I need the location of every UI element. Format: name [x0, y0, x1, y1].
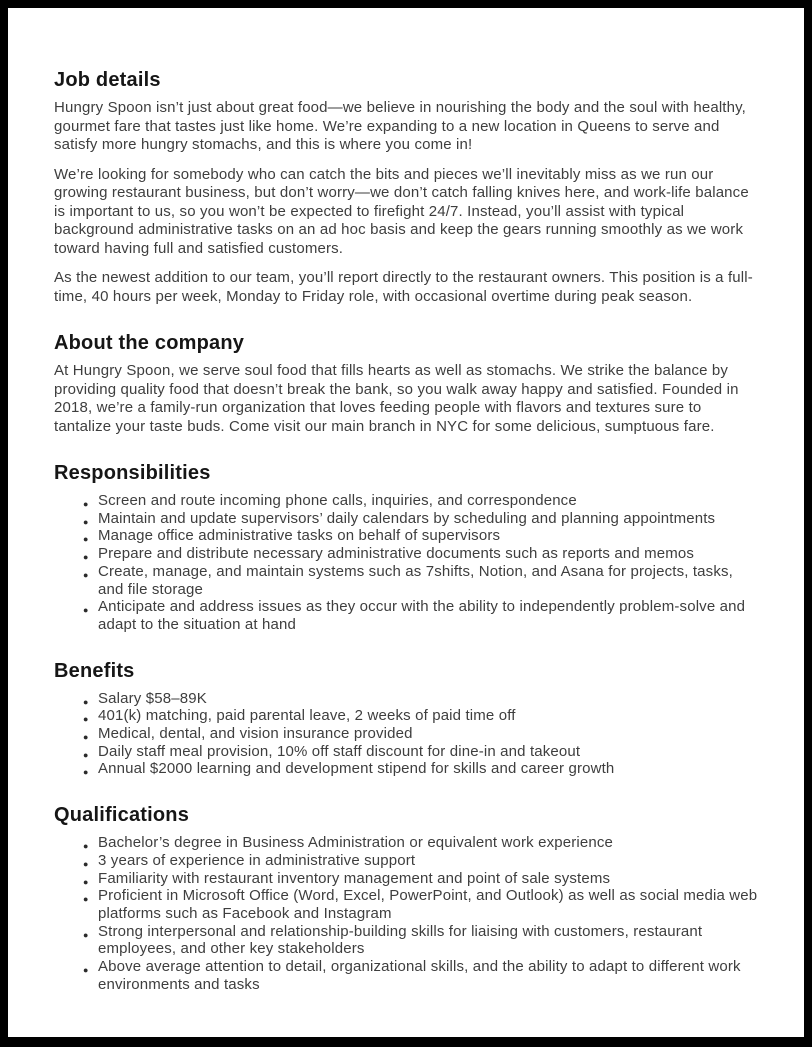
list-item: ● Proficient in Microsoft Office (Word, Excel, PowerPoint, and Outlook) as well as social media web platforms such as Facebook and Instagram [54, 887, 762, 922]
section-heading-qualifications: Qualifications [54, 804, 190, 827]
job-details-paragraph-3: As the newest addition to our team, you’ll report directly to the restaurant owners. This position is a full-time, 40 hours per week, Monday to Friday role, with occasional overtime during peak season. [54, 269, 753, 305]
list-item: ● Manage office administrative tasks on behalf of supervisors [54, 527, 762, 545]
about-company-paragraph: At Hungry Spoon, we serve soul food that fills hearts as well as stomachs. We strike the balance by providing quality food that doesn’t break the bank, so you walk away happy and satisfied. Founded in 2018, we’re a family-run organization that loves feeding people with flavors and textures sure to tantalize your taste buds. Come visit our main branch in NYC for some delicious, sumptuous fare. [54, 362, 739, 435]
section-heading-about-the-company: About the company [54, 332, 245, 354]
list-item: ● Prepare and distribute necessary administrative documents such as reports and memos [54, 545, 762, 563]
list-item: ● Daily staff meal provision, 10% off staff discount for dine-in and takeout [54, 743, 762, 761]
section-about-the-company [54, 331, 762, 436]
section-heading-benefits: Benefits [54, 659, 135, 682]
list-item: ● Above average attention to detail, organizational skills, and the ability to adapt to different work environments and tasks [54, 958, 762, 993]
section-benefits [54, 659, 762, 779]
section-qualifications [54, 803, 762, 993]
list-item: ● Strong interpersonal and relationship-building skills for liaising with customers, restaurant employees, and other key stakeholders [54, 923, 762, 958]
list-item: ● Anticipate and address issues as they occur with the ability to independently problem-solve and adapt to the situation at hand [54, 598, 762, 633]
list-item: ● Screen and route incoming phone calls, inquiries, and correspondence [54, 492, 762, 510]
list-item: ● Salary $58–89K [54, 690, 762, 708]
section-heading-responsibilities: Responsibilities [54, 462, 211, 484]
list-item: ● Familiarity with restaurant inventory management and point of sale systems [54, 870, 762, 888]
list-item: ● Maintain and update supervisors’ daily calendars by scheduling and planning appointments [54, 510, 762, 528]
list-item: ● 3 years of experience in administrative support [54, 852, 762, 870]
responsibilities-list [54, 492, 762, 634]
section-job-details [54, 68, 762, 306]
list-item: ● 401(k) matching, paid parental leave, 2 weeks of paid time off [54, 707, 762, 725]
list-item: ● Annual $2000 learning and development stipend for skills and career growth [54, 760, 762, 778]
section-responsibilities [54, 461, 762, 634]
job-details-paragraph-1: Hungry Spoon isn’t just about great food—we believe in nourishing the body and the soul with healthy, gourmet fare that tastes just like home. We’re expanding to a new location in Queens to serve and satisfy more hungry stomachs, and this is where you come in! [54, 99, 746, 153]
job-details-paragraph-2: We’re looking for somebody who can catch the bits and pieces we’ll inevitably miss as we run our growing restaurant business, but don’t worry—we don’t catch falling knives here, and work-life balance is important to us, so you won’t be expected to firefight 24/7. Instead, you’ll assist with typical background administrative tasks on an ad hoc basis and keep the gears running smoothly as we work toward having full and satisfied customers. [54, 165, 749, 257]
list-item: ● Medical, dental, and vision insurance provided [54, 725, 762, 743]
list-item: ● Bachelor’s degree in Business Administration or equivalent work experience [54, 834, 762, 852]
list-item: ● Create, manage, and maintain systems such as 7shifts, Notion, and Asana for projects, tasks, and file storage [54, 563, 762, 598]
qualifications-list [54, 834, 762, 993]
section-heading-job-details: Job details [54, 69, 161, 91]
benefits-list [54, 690, 762, 779]
